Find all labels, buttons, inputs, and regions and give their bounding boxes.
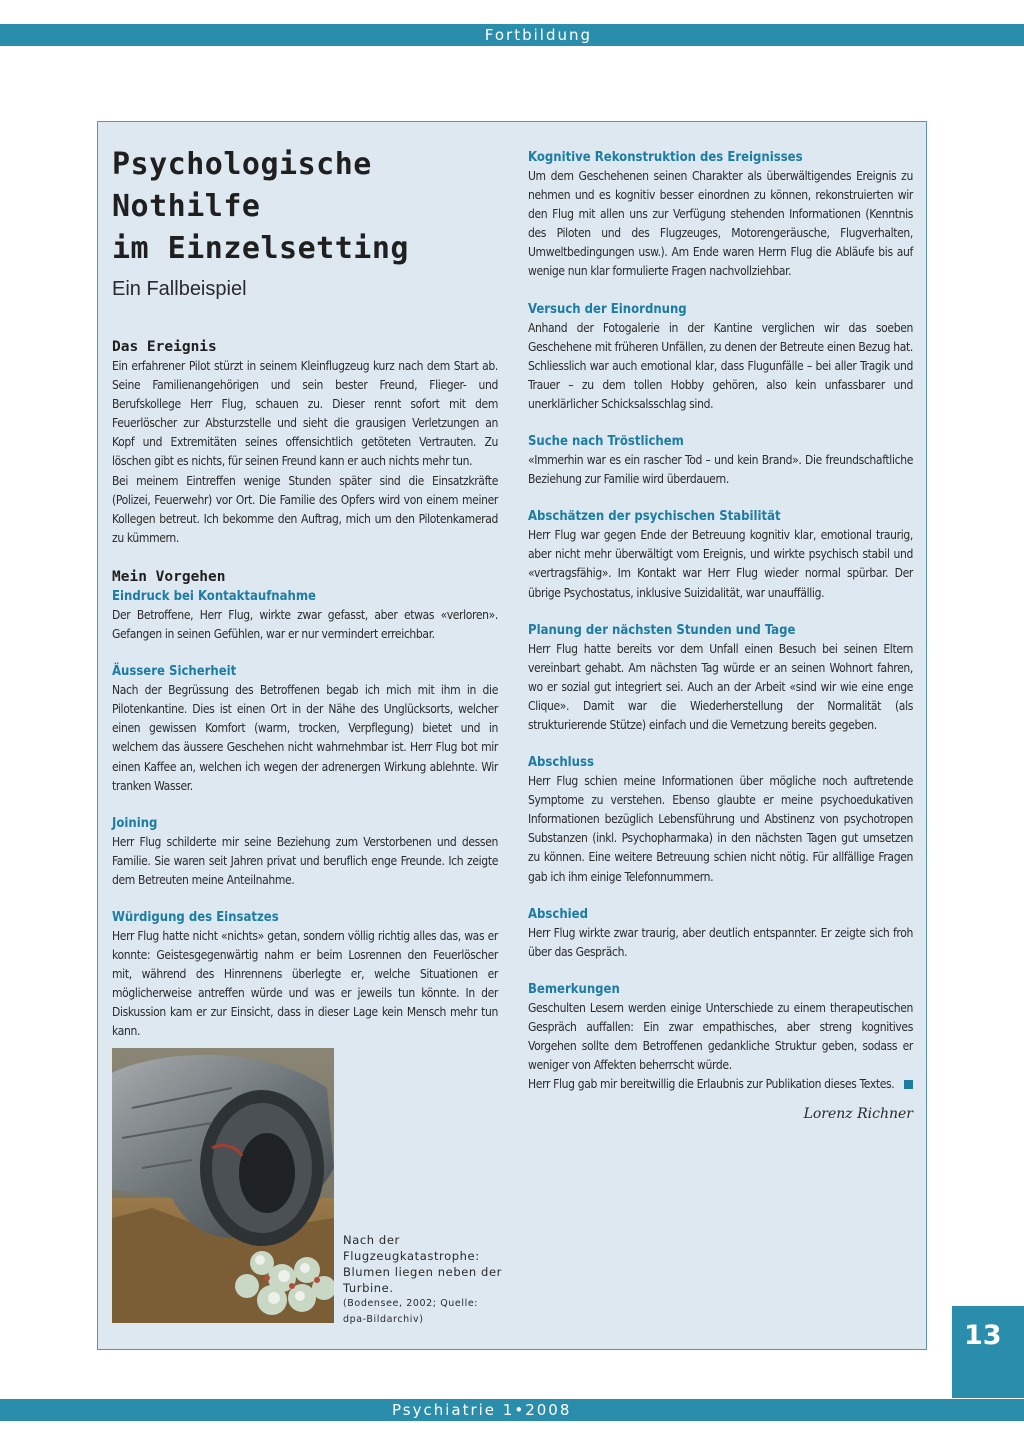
- heading-wuerdigung: Würdigung des Einsatzes: [112, 909, 279, 925]
- section-label: Fortbildung: [484, 26, 592, 44]
- heading-kontakt: Eindruck bei Kontaktaufnahme: [112, 588, 316, 604]
- article-title: [112, 144, 498, 270]
- text-einordnung: Anhand der Fotogalerie in der Kantine verglichen wir das soeben Geschehene mit früheren Unfällen, zu denen der Betreute einen Bezug hat. Schliesslich war auch emotional klar, dass Flugunfälle – bei aller Tragik und Trauer – zu dem tollen Hobby gehören, also kein unfassbarer und unerklärlicher Schicksalsschlag sind.: [528, 320, 913, 411]
- footer-bar: [0, 1399, 1024, 1421]
- text-wuerdigung: Herr Flug hatte nicht «nichts» getan, sondern völlig richtig alles das, was er konnte: Geistesgegenwärtig nahm er beim Losrennen den Feuerlöscher mit, während des Hinrennens überlegte er, welche Situationen er möglicherweise antreffen würde und was er jeweils tun könnte. In der Diskussion kam er zur Einsicht, dass in dieser Lage kein Mensch mehr tun kann.: [112, 928, 498, 1039]
- heading-einordnung: Versuch der Einordnung: [528, 301, 687, 317]
- text-stabilitaet: Herr Flug war gegen Ende der Betreuung kognitiv klar, emotional traurig, aber nicht mehr überwältigt vom Ereignis, und wirkte psychisch stabil und «vertragsfähig». Im Kontakt war Herr Flug wieder normal spürbar. Der übrige Psychostatus, inklusive Suizidalität, war unauffällig.: [528, 528, 913, 600]
- heading-ereignis: Das Ereignis: [112, 339, 217, 355]
- title-line-2: im Einzelsetting: [112, 231, 409, 266]
- page-number-tab: [952, 1306, 1024, 1398]
- text-joining: Herr Flug schilderte mir seine Beziehung zum Verstorbenen und dessen Familie. Sie waren seit Jahren privat und beruflich enge Freunde. Ich zeigte dem Betreuten meine Anteilnahme.: [112, 834, 498, 887]
- heading-abschluss: Abschluss: [528, 755, 594, 771]
- text-bemerkungen-2: [528, 1075, 913, 1094]
- article-subtitle: Ein Fallbeispiel: [112, 278, 247, 300]
- heading-joining: Joining: [112, 815, 158, 831]
- text-planung: Herr Flug hatte bereits vor dem Unfall einen Besuch bei seinen Eltern vereinbart gehabt. Am nächsten Tag würde er an seinen Wohnort fahren, wo er sozial gut integriert sei. Auch an der Arbeit «sind wir wie eine enge Clique». Damit war die Wiederherstellung der Normalität (als strukturierende Stütze) einfach und die Vernetzung bereits gegeben.: [528, 641, 913, 732]
- page-number: 13: [964, 1320, 1002, 1351]
- heading-troestlich: Suche nach Tröstlichem: [528, 434, 684, 450]
- text-abschluss: Herr Flug schien meine Informationen über mögliche noch auftretende Symptome zu verstehen. Ebenso glaubte er meine psychoedukativen Informationen bezüglich Lebensführung und Abstinenz von psychotropen Substanzen (inkl. Psychopharmaka) in den nächsten Tagen gut umsetzen zu können. Eine weitere Betreuung schien nicht nötig. Für allfällige Fragen gab ich ihm einige Telefonnummern.: [528, 774, 913, 884]
- caption-source: (Bodensee, 2002; Quelle: dpa-Bildarchiv): [343, 1298, 479, 1325]
- heading-vorgehen: Mein Vorgehen: [112, 568, 226, 585]
- header-bar: [0, 24, 1024, 46]
- text-bemerkungen-2-content: Herr Flug gab mir bereitwillig die Erlaubnis zur Publikation dieses Textes.: [528, 1077, 895, 1092]
- right-column: [528, 148, 913, 1122]
- text-sicherheit: Nach der Begrüssung des Betroffenen begab ich mich mit ihm in die Pilotenkantine. Dies ist einen Ort in der Nähe des Unglücksorts, welcher einen gewissen Komfort (warm, trocken, Verpflegung) bietet und in welchem das äussere Geschehen nicht wahrnehmbar ist. Herr Flug bot mir einen Kaffee an, welchen ich wegen der adrenergen Wirkung ablehnte. Wir tranken Wasser.: [112, 683, 498, 793]
- text-abschied: Herr Flug wirkte zwar traurig, aber deutlich entspannter. Er zeigte sich froh über das Gespräch.: [528, 925, 913, 959]
- turbine-photo: [112, 1048, 334, 1323]
- text-bemerkungen-1: Geschulten Lesern werden einige Unterschiede zu einem therapeutischen Gespräch auffallen: Ein zwar empathisches, aber streng kognitives Vorgehen sollte dem Betroffenen gedankliche Struktur geben, sodass er weniger von Affekten beherrscht würde.: [528, 1000, 913, 1073]
- heading-abschied: Abschied: [528, 906, 588, 922]
- photo-caption: [343, 1232, 503, 1328]
- text-kognitiv: Um dem Geschehenen seinen Charakter als überwältigendes Ereignis zu nehmen und es kognitiv besser einordnen zu können, rekonstruierten wir den Flug mit allen uns zur Verfügung stehenden Informationen (Kenntnis des Piloten und des Flugzeuges, Motorengeräusche, Flugverhalten, Umweltbedingungen usw.). Am Ende waren Herrn Flug die Abläufe bis auf wenige nun klar formulierte Fragen nachvollziehbar.: [528, 169, 913, 279]
- caption-text: Nach der Flugzeugkatastrophe: Blumen liegen neben der Turbine.: [343, 1233, 502, 1295]
- heading-planung: Planung der nächsten Stunden und Tage: [528, 622, 796, 638]
- author-name: Lorenz Richner: [803, 1106, 913, 1123]
- heading-stabilitaet: Abschätzen der psychischen Stabilität: [528, 509, 781, 525]
- text-kontakt: Der Betroffene, Herr Flug, wirkte zwar gefasst, aber etwas «verloren». Gefangen in seinen Gefühlen, war er nur vermindert erreichbar.: [112, 607, 498, 642]
- text-troestlich: «Immerhin war es ein rascher Tod – und kein Brand». Die freundschaftliche Beziehung zur Familie wird überdauern.: [528, 453, 913, 487]
- article-box: [97, 121, 927, 1350]
- title-line-1: Psychologische Nothilfe: [112, 147, 372, 224]
- text-ereignis-1: Ein erfahrener Pilot stürzt in seinem Kleinflugzeug kurz nach dem Start ab. Seine Familienangehörigen und sein bester Freund, Flieger- und Berufskollege Herr Flug, schauen zu. Dieser rennt sofort mit dem Feuerlöscher zur Absturzstelle und sieht die grausigen Verletzungen an Kopf und Extremitäten seines offensichtlich getöteten Vertrauten. Zu löschen gibt es nichts, für seinen Freund kann er auch nichts mehr tun.: [112, 359, 498, 469]
- heading-kognitiv: Kognitive Rekonstruktion des Ereignisses: [528, 150, 803, 165]
- heading-sicherheit: Äussere Sicherheit: [112, 664, 237, 680]
- text-ereignis-2: Bei meinem Eintreffen wenige Stunden später sind die Einsatzkräfte (Polizei, Feuerwehr) vor Ort. Die Familie des Opfers wird von einem meiner Kollegen betreut. Ich bekomme den Auftrag, mich um den Pilotenkamerad zu kümmern.: [112, 473, 498, 545]
- journal-label: Psychiatrie 1•2008: [392, 1401, 572, 1419]
- end-mark-icon: [904, 1080, 913, 1089]
- left-column: [112, 144, 498, 1042]
- heading-bemerkungen: Bemerkungen: [528, 981, 620, 997]
